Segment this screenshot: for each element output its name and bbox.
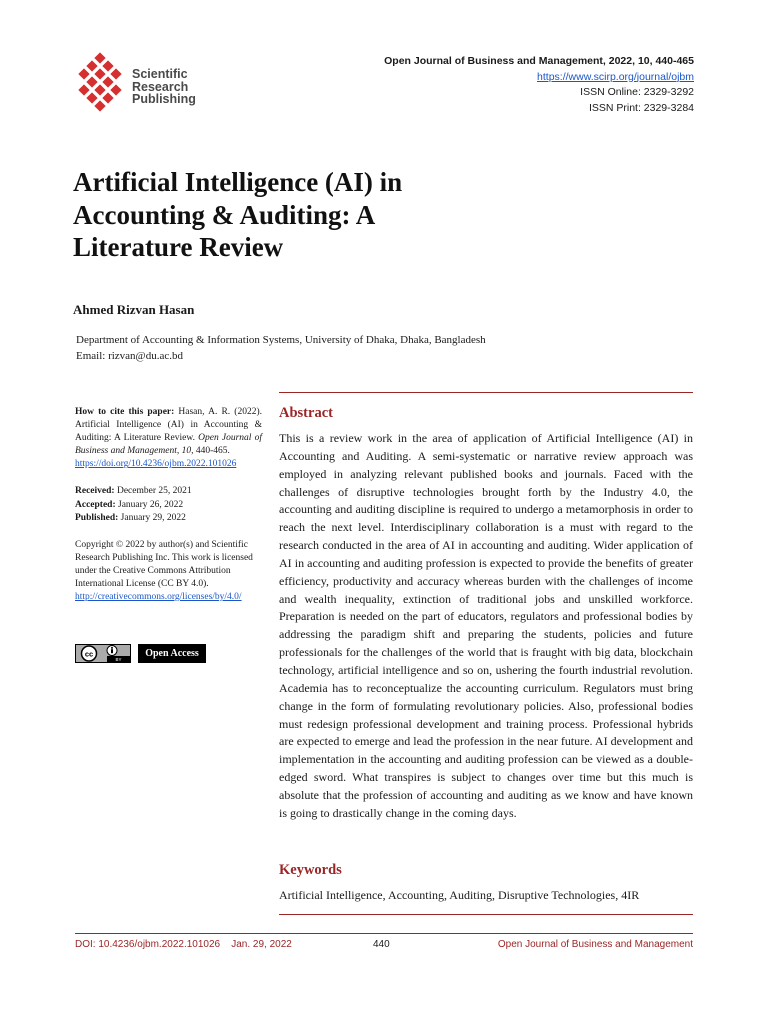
keywords-heading: Keywords <box>279 862 342 878</box>
citation-label: How to cite this paper: <box>75 407 175 417</box>
cc-by-label: BY <box>115 657 122 662</box>
footer-journal-name: Open Journal of Business and Management <box>497 939 693 950</box>
publisher-name <box>132 68 196 106</box>
received-date <box>75 485 262 498</box>
published-label: Published: <box>75 512 119 523</box>
dates-block <box>75 485 262 524</box>
keywords-text: Artificial Intelligence, Accounting, Auditing, Disruptive Technologies, 4IR <box>279 888 640 902</box>
divider <box>279 914 693 915</box>
doi-link[interactable]: https://doi.org/10.4236/ojbm.2022.101026 <box>75 459 237 470</box>
citation-block <box>75 406 262 458</box>
license-link[interactable]: http://creativecommons.org/licenses/by/4.0/ <box>75 592 242 603</box>
journal-info <box>384 54 694 116</box>
author-affiliation <box>76 332 486 364</box>
received-value: December 25, 2021 <box>114 486 192 497</box>
copyright-text: Copyright © 2022 by author(s) and Scientific Research Publishing Inc. This work is licensed under the Creative Commons Attribution International License (CC BY 4.0). <box>75 539 253 590</box>
page-footer <box>75 939 693 955</box>
paper-title: Artificial Intelligence (AI) in Accounting & Auditing: A Literature Review <box>73 167 403 262</box>
issn-online: ISSN Online: 2329-3292 <box>580 86 694 98</box>
divider <box>279 392 693 393</box>
page-number: 440 <box>373 939 390 950</box>
published-value: January 29, 2022 <box>118 512 186 523</box>
diamond-grid-icon <box>76 52 132 114</box>
abstract-heading: Abstract <box>279 405 333 421</box>
copyright-block <box>75 539 262 604</box>
citation-journal: Open Journal of Business and Management, 10, <box>75 433 262 457</box>
open-access-badge[interactable]: Open Access <box>138 644 206 663</box>
accepted-date <box>75 499 262 512</box>
footer-divider <box>75 933 693 934</box>
author-name: Ahmed Rizvan Hasan <box>73 302 195 317</box>
footer-doi: DOI: 10.4236/ojbm.2022.101026 Jan. 29, 2022 <box>75 939 292 950</box>
citation-pages: 440-465. <box>193 446 230 457</box>
publisher-name-line: Research <box>132 79 189 94</box>
creative-commons-icon <box>75 644 131 663</box>
author-email: Email: rizvan@du.ac.bd <box>76 350 183 362</box>
abstract-text: This is a review work in the area of application of Artificial Intelligence (AI) in Accounting and Auditing. A semi-systematic or narrative review approach was employed in analyzing relevant published books and journals. Faced with the challenges of disruptive technologies brought forth by the Industry 4.0, the accounting and auditing discipline is required to undergo a metamorphosis in order to reach the next level. Interdisciplinary collaboration is a must with regard to the research conducted in the area of AI in accounting and auditing. Wider application of AI in accounting and auditing profession is expected to provide the benefits of greater efficiency, productivity and accuracy whereas burden with the challenges of income and wealth inequality, extinction of traditional jobs and unskilled workforce. Preparation is needed on the part of educators, regulators and professional bodies by addressing the paradigm shift and preparing the students, policies and future professionals for the challenges of the world that is fraught with big data, blockchain technology, artificial intelligence and so on, ushering the fourth industrial revolution. Academia has to reconceptualize the accounting curriculum. Regulators must bring change in the form of formulating revolutionary policies. Also, professional bodies must redesign professional development and training process. Professional hybrids are expected to emerge and lead the profession in the near future. AI development and implementation in the accounting and auditing profession can be viewed as a double-edged sword. What transpires is subject to changes over time but this much is absolute that the profession of accounting and auditing as we know and have known is going to drastically change in the coming days. <box>279 431 693 820</box>
journal-url-link[interactable]: https://www.scirp.org/journal/ojbm <box>537 70 694 83</box>
accepted-label: Accepted: <box>75 499 116 510</box>
article-sidebar <box>75 406 262 604</box>
publisher-name-line: Publishing <box>132 92 196 106</box>
cc-by-badge[interactable] <box>75 644 131 663</box>
affiliation-text: Department of Accounting & Information Systems, University of Dhaka, Dhaka, Bangladesh <box>76 334 486 346</box>
svg-text:cc: cc <box>84 649 94 659</box>
accepted-value: January 26, 2022 <box>115 499 184 510</box>
issn-print: ISSN Print: 2329-3284 <box>588 101 694 114</box>
publisher-name-line: Scientific <box>132 67 188 81</box>
journal-citation: Open Journal of Business and Management, 2022, 10, 440-465 <box>384 55 694 67</box>
publisher-logo <box>76 52 206 114</box>
received-label: Received: <box>75 486 115 497</box>
published-date <box>75 512 262 525</box>
citation-text: Hasan, A. R. (2022). Artificial Intelligence (AI) in Accounting & Auditing: A Literature Review. <box>75 407 262 444</box>
